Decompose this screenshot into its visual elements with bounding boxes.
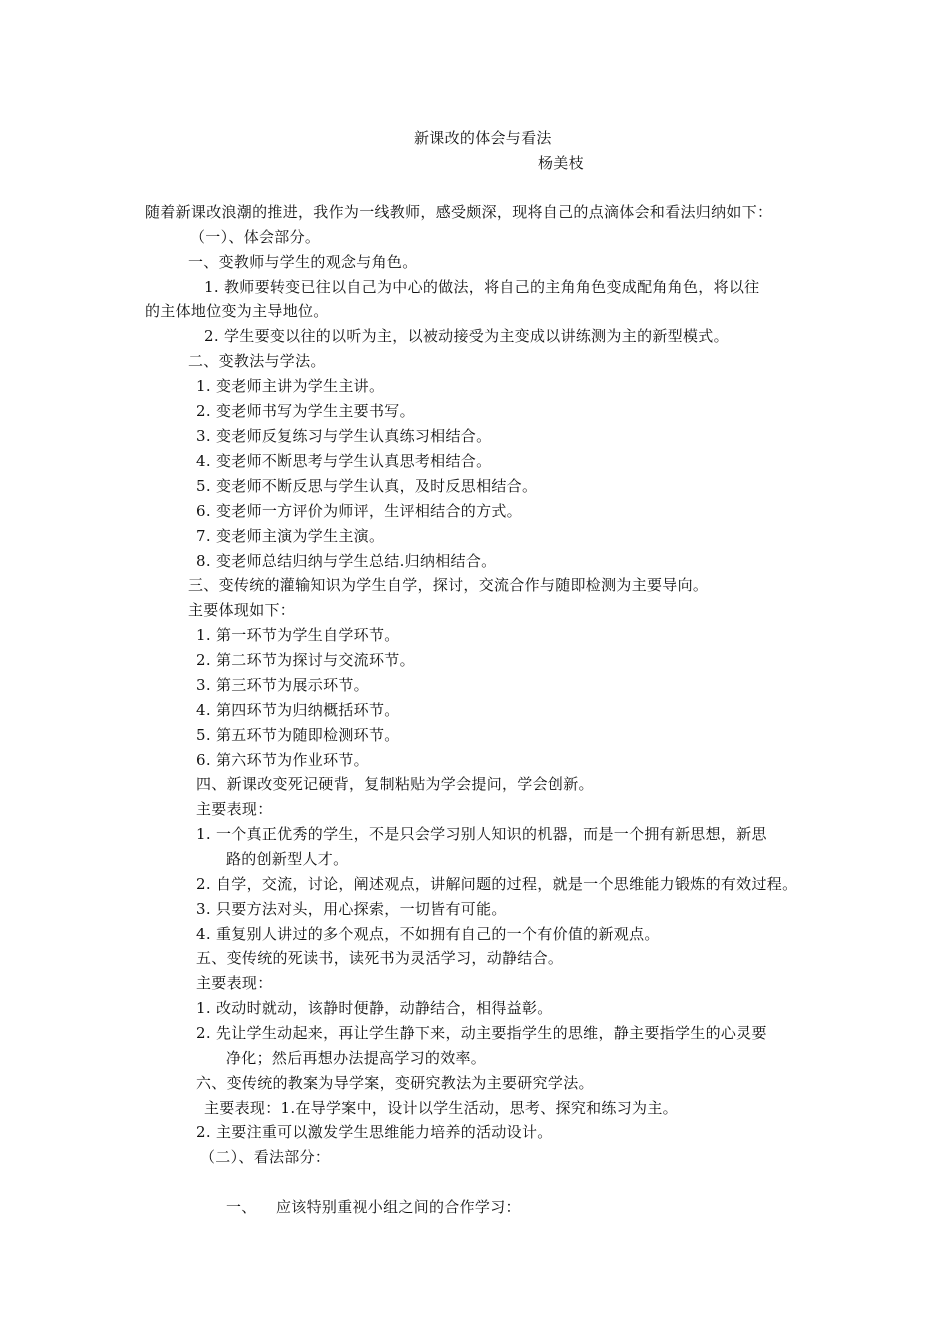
section3-item: 3. 第三环节为展示环节。 xyxy=(196,676,369,694)
section5-subheading: 主要表现： xyxy=(196,974,273,992)
section5-heading: 五、变传统的死读书，读死书为灵活学习，动静结合。 xyxy=(196,949,564,967)
section2-item: 5. 变老师不断反思与学生认真，及时反思相结合。 xyxy=(196,477,538,495)
section4-item1-line2: 路的创新型人才。 xyxy=(226,850,349,868)
section4-heading: 四、新课改变死记硬背，复制粘贴为学会提问，学会创新。 xyxy=(196,775,594,793)
section2-item: 1. 变老师主讲为学生主讲。 xyxy=(196,377,385,395)
section2-item: 2. 变老师书写为学生主要书写。 xyxy=(196,402,415,420)
section6-subheading: 主要表现：1.在导学案中，设计以学生活动，思考、探究和练习为主。 xyxy=(204,1099,678,1117)
section2-item: 4. 变老师不断思考与学生认真思考相结合。 xyxy=(196,452,492,470)
section4-item3: 3. 只要方法对头，用心探索，一切皆有可能。 xyxy=(196,900,507,918)
section6-heading: 六、变传统的教案为导学案，变研究教法为主要研究学法。 xyxy=(196,1074,594,1092)
section3-heading: 三、变传统的灌输知识为学生自学，探讨，交流合作与随即检测为主要导向。 xyxy=(188,576,709,594)
section4-item1-line1: 1. 一个真正优秀的学生，不是只会学习别人知识的机器，而是一个拥有新思想，新思 xyxy=(196,825,767,843)
section5-item1: 1. 改动时就动，该静时便静，动静结合，相得益彰。 xyxy=(196,999,553,1017)
section5-item2-line1: 2. 先让学生动起来，再让学生静下来，动主要指学生的思维，静主要指学生的心灵要 xyxy=(196,1024,767,1042)
section4-item2: 2. 自学，交流，讨论，阐述观点，讲解问题的过程，就是一个思维能力锻炼的有效过程。 xyxy=(196,875,798,893)
section3-item: 2. 第二环节为探讨与交流环节。 xyxy=(196,651,415,669)
section4-subheading: 主要表现： xyxy=(196,800,273,818)
section2-item: 7. 变老师主演为学生主演。 xyxy=(196,527,385,545)
document-author: 杨美枝 xyxy=(538,154,584,172)
intro-paragraph: 随着新课改浪潮的推进，我作为一线教师，感受颇深，现将自己的点滴体会和看法归纳如下： xyxy=(145,203,773,221)
section6-item2: 2. 主要注重可以激发学生思维能力培养的活动设计。 xyxy=(196,1123,553,1141)
section4-item4: 4. 重复别人讲过的多个观点，不如拥有自己的一个有价值的新观点。 xyxy=(196,925,660,943)
section1-item1-line1: 1. 教师要转变已往以自己为中心的做法，将自己的主角角色变成配角角色，将以往 xyxy=(204,278,760,296)
section5-item2-line2: 净化；然后再想办法提高学习的效率。 xyxy=(226,1049,487,1067)
section3-item: 4. 第四环节为归纳概括环节。 xyxy=(196,701,400,719)
section1-item1-line2: 的主体地位变为主导地位。 xyxy=(145,302,329,320)
section2-item: 8. 变老师总结归纳与学生总结.归纳相结合。 xyxy=(196,552,497,570)
section3-item: 5. 第五环节为随即检测环节。 xyxy=(196,726,400,744)
section2-item: 3. 变老师反复练习与学生认真练习相结合。 xyxy=(196,427,492,445)
section3-item: 1. 第一环节为学生自学环节。 xyxy=(196,626,400,644)
view1-heading: 应该特别重视小组之间的合作学习： xyxy=(276,1198,521,1216)
document-title: 新课改的体会与看法 xyxy=(414,129,552,147)
section2-heading: 二、变教法与学法。 xyxy=(188,352,326,370)
view1-number: 一、 xyxy=(226,1198,257,1216)
section2-item: 6. 变老师一方评价为师评，生评相结合的方式。 xyxy=(196,502,522,520)
part2-heading: （二）、看法部分： xyxy=(200,1148,331,1166)
section3-subheading: 主要体现如下： xyxy=(188,601,296,619)
part1-heading: （一）、体会部分。 xyxy=(190,228,321,246)
section1-heading: 一、变教师与学生的观念与角色。 xyxy=(188,253,418,271)
section3-item: 6. 第六环节为作业环节。 xyxy=(196,751,369,769)
section1-item2: 2. 学生要变以往的以听为主，以被动接受为主变成以讲练测为主的新型模式。 xyxy=(204,327,729,345)
